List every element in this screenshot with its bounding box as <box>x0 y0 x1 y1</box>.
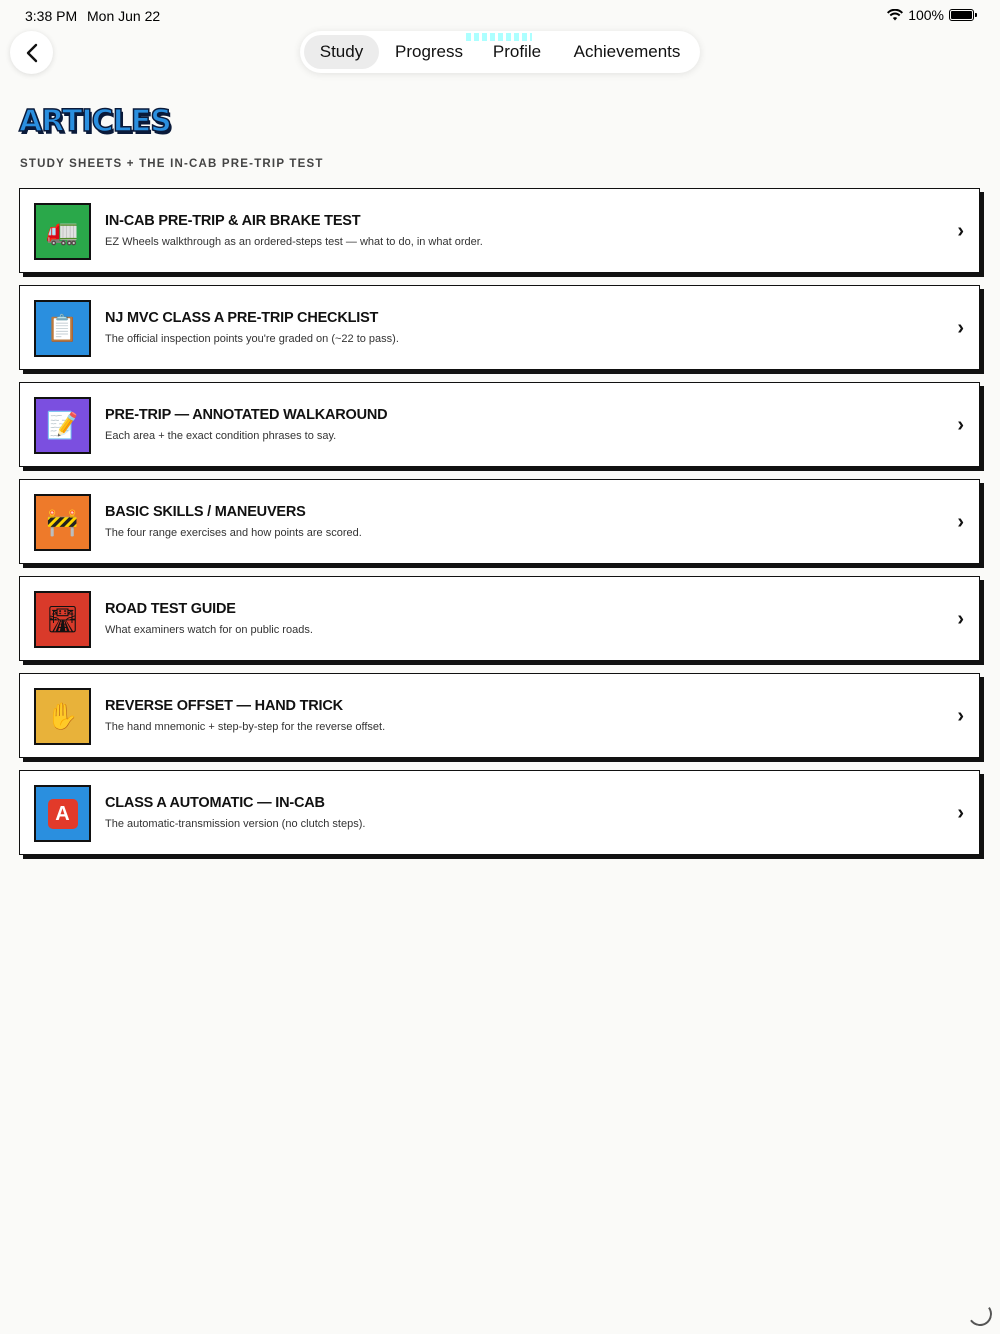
article-title: BASIC SKILLS / MANEUVERS <box>105 504 306 520</box>
article-description: The four range exercises and how points are scored. <box>105 527 362 539</box>
construction-barrier-icon: 🚧 <box>34 494 91 551</box>
status-indicators <box>887 7 974 23</box>
article-description: What examiners watch for on public roads. <box>105 624 313 636</box>
article-title: IN-CAB PRE-TRIP & AIR BRAKE TEST <box>105 213 361 229</box>
article-description: The official inspection points you're graded on (~22 to pass). <box>105 333 399 345</box>
truck-icon: 🚛 <box>34 203 91 260</box>
tab-progress[interactable]: Progress <box>394 42 464 61</box>
article-card[interactable] <box>19 576 980 661</box>
tab-study[interactable]: Study <box>304 35 379 69</box>
road-icon: 🛣 <box>34 591 91 648</box>
chevron-right-icon: › <box>957 414 964 436</box>
article-card[interactable] <box>19 382 980 467</box>
article-card[interactable] <box>19 285 980 370</box>
article-title: PRE-TRIP — ANNOTATED WALKAROUND <box>105 407 388 423</box>
chevron-right-icon: › <box>957 220 964 242</box>
tab-achievements[interactable]: Achievements <box>573 42 681 61</box>
top-nav <box>300 31 700 73</box>
tab-profile[interactable]: Profile <box>492 42 542 61</box>
memo-icon: 📝 <box>34 397 91 454</box>
article-card[interactable] <box>19 479 980 564</box>
chevron-right-icon: › <box>957 317 964 339</box>
chevron-right-icon: › <box>957 802 964 824</box>
status-time: 3:38 PM <box>25 8 78 24</box>
battery-icon <box>949 9 974 21</box>
hand-icon: ✋ <box>34 688 91 745</box>
article-description: Each area + the exact condition phrases to say. <box>105 430 337 442</box>
letter-a-icon: A <box>34 785 91 842</box>
article-card[interactable] <box>19 673 980 758</box>
chevron-left-icon <box>25 43 39 63</box>
article-title: NJ MVC CLASS A PRE-TRIP CHECKLIST <box>105 310 379 326</box>
article-card[interactable] <box>19 188 980 273</box>
page-subtitle: STUDY SHEETS + THE IN-CAB PRE-TRIP TEST <box>20 158 324 170</box>
article-title: REVERSE OFFSET — HAND TRICK <box>105 698 343 714</box>
clipboard-icon: 📋 <box>34 300 91 357</box>
article-card[interactable] <box>19 770 980 855</box>
chevron-right-icon: › <box>957 608 964 630</box>
chevron-right-icon: › <box>957 705 964 727</box>
article-title: ROAD TEST GUIDE <box>105 601 236 617</box>
status-bar <box>0 0 1000 32</box>
page-title: ARTICLES <box>19 104 171 139</box>
wifi-icon <box>887 9 903 21</box>
article-title: CLASS A AUTOMATIC — IN-CAB <box>105 795 325 811</box>
battery-percent: 100% <box>908 7 944 23</box>
back-button[interactable] <box>10 31 53 74</box>
article-description: EZ Wheels walkthrough as an ordered-steps test — what to do, in what order. <box>105 236 483 248</box>
article-description: The hand mnemonic + step-by-step for the reverse offset. <box>105 721 386 733</box>
chevron-right-icon: › <box>957 511 964 533</box>
article-list <box>19 188 985 867</box>
article-description: The automatic-transmission version (no clutch steps). <box>105 818 366 830</box>
status-date: Mon Jun 22 <box>87 8 161 24</box>
loading-spinner-icon <box>966 1300 994 1328</box>
